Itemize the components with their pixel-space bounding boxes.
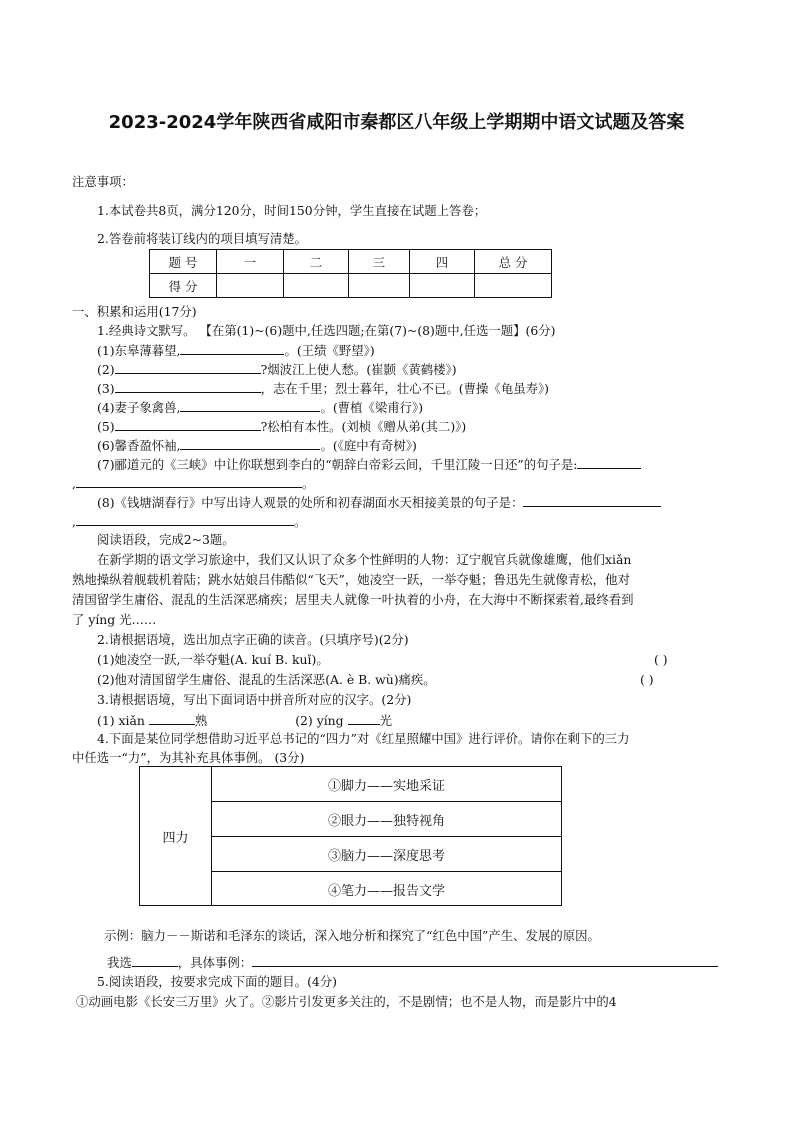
- q1-item-6: [97, 437, 417, 454]
- q3-item-1-suffix: 熟: [194, 713, 208, 728]
- notice-2: 2.答卷前将装订线内的项目填写清楚。: [97, 231, 308, 246]
- q1-text: ?松柏有本性。(刘桢《赠从弟(其二)》): [260, 419, 467, 434]
- answer-paren[interactable]: ( ): [654, 652, 668, 667]
- q1-text: ，志在千里；烈士暮年，壮心不已。(曹操《龟虽寿》): [260, 381, 550, 396]
- answer-blank[interactable]: [76, 513, 294, 526]
- question-5-text: ①动画电影《长安三万里》火了。②影片引发更多关注的，不是剧情；也不是人物，而是影片中的4: [76, 994, 617, 1009]
- passage-line: 清国留学生庸俗、混乱的生活深恶痛疾；居里夫人就像一叶执着的小舟，在大海中不断探索着,最终看到: [72, 592, 634, 607]
- score-input-cell[interactable]: [284, 274, 349, 298]
- answer-blank[interactable]: [180, 437, 320, 450]
- choose-label-2: ，具体事例：: [177, 955, 253, 970]
- q1-item-4: [97, 399, 423, 416]
- answer-blank[interactable]: [577, 456, 641, 469]
- score-cell: 二: [284, 250, 349, 274]
- answer-blank[interactable]: [180, 399, 320, 412]
- q1-text: 。(曹植《梁甫行》): [320, 400, 424, 415]
- choose-label: 我选: [107, 955, 132, 970]
- comma: ,: [72, 514, 76, 529]
- answer-blank[interactable]: [180, 342, 284, 355]
- answer-blank[interactable]: [115, 380, 261, 393]
- q1-item-3: [97, 380, 549, 397]
- score-input-cell[interactable]: [217, 274, 284, 298]
- score-cell: 三: [349, 250, 410, 274]
- choose-line: [107, 954, 718, 971]
- score-cell: 四: [410, 250, 475, 274]
- q3-item-1: (1) xiǎn: [97, 713, 145, 728]
- q1-text: 。(王绩《野望》): [284, 343, 375, 358]
- score-input-cell[interactable]: [410, 274, 475, 298]
- score-cell: 总 分: [475, 250, 552, 274]
- period: 。: [301, 476, 315, 491]
- q1-text: (1)东皋薄暮望,: [97, 343, 181, 358]
- score-cell: 得 分: [150, 274, 217, 298]
- question-2: 2.请根据语境，选出加点字正确的读音。(只填序号)(2分): [97, 632, 409, 647]
- q1-item-7-cont: [72, 475, 314, 492]
- question-4-cont: 中任选一“力”，为其补充具体事例。 (3分): [72, 750, 305, 765]
- passage-line: 熟地操纵着舰载机着陆；跳水姑娘吕伟酷似“飞天”，她凌空一跃，一举夺魁；鲁迅先生就像青松，他对: [72, 572, 630, 587]
- reading-intro: 阅读语段，完成2~3题。: [97, 532, 235, 547]
- answer-blank[interactable]: [348, 712, 380, 725]
- q1-text: (8)《钱塘湖春行》中写出诗人观景的处所和初春湖面水天相接美景的句子是：: [97, 495, 524, 510]
- score-input-cell[interactable]: [475, 274, 552, 298]
- notice-header: 注意事项：: [72, 174, 134, 189]
- comma: ,: [72, 476, 76, 491]
- power-item: ②眼力——独特视角: [212, 802, 561, 837]
- q1-item-5: [97, 418, 466, 435]
- answer-blank[interactable]: [115, 361, 261, 374]
- q1-text: (5): [97, 419, 115, 434]
- score-cell: 题 号: [150, 250, 217, 274]
- q1-text: 。(《庭中有奇树》): [320, 438, 417, 453]
- score-cell: 一: [217, 250, 284, 274]
- question-5: 5.阅读语段，按要求完成下面的题目。(4分): [97, 974, 338, 989]
- score-table-header-row: [150, 250, 552, 274]
- score-table: [149, 249, 552, 298]
- q2-item-2: (2)他对清国留学生庸俗、混乱的生活深恶(A. è B. wù)痛疾。: [97, 672, 436, 687]
- answer-blank[interactable]: [76, 475, 302, 488]
- q1-text: ?烟波江上使人愁。(崔颢《黄鹤楼》): [260, 362, 457, 377]
- q1-text: (6)馨香盈怀袖,: [97, 438, 181, 453]
- q2-item-1: (1)她凌空一跃,一举夺魁(A. kuí B. kuǐ)。: [97, 652, 329, 667]
- q1-item-8: [97, 494, 661, 511]
- power-item: ④笔力——报告文学: [327, 883, 445, 899]
- score-table-score-row: [150, 274, 552, 298]
- question-4: 4.下面是某位同学想借助习近平总书记的“四力”对《红星照耀中国》进行评价。请你在剩下的三力: [97, 731, 630, 746]
- four-powers-table: [139, 766, 562, 906]
- q1-text: (4)妻子象禽兽,: [97, 400, 181, 415]
- period: 。: [293, 514, 307, 529]
- answer-blank[interactable]: [252, 954, 718, 967]
- q1-item-7: [97, 456, 641, 473]
- q1-item-2: [97, 361, 457, 378]
- q3-items: [97, 712, 392, 729]
- answer-blank[interactable]: [523, 494, 661, 507]
- four-powers-label: 四力: [140, 767, 212, 905]
- power-item: ③脑力——深度思考: [212, 837, 561, 872]
- notice-1: 1.本试卷共8页，满分120分，时间150分钟，学生直接在试题上答卷；: [97, 203, 487, 218]
- example-line: 示例：脑力－－斯诺和毛泽东的谈话，深入地分析和探究了“红色中国”产生、发展的原因。: [104, 928, 600, 943]
- question-3: 3.请根据语境，写出下面词语中拼音所对应的汉字。(2分): [97, 692, 412, 707]
- question-1: 1.经典诗文默写。 【在第(1)~(6)题中,任选四题;在第(7)~(8)题中,任选一题】(6分): [97, 323, 556, 338]
- section-1-heading: 一、积累和运用(17分): [72, 304, 197, 319]
- passage-line: 了 yíng 光……: [72, 612, 157, 627]
- q1-text: (3): [97, 381, 115, 396]
- q1-text: (7)郦道元的《三峡》中让你联想到李白的“朝辞白帝彩云间，千里江陵一日还”的句子是:: [97, 457, 578, 472]
- q3-item-2: (2) yíng: [295, 713, 344, 728]
- answer-blank[interactable]: [115, 418, 261, 431]
- answer-paren[interactable]: ( ): [640, 672, 654, 687]
- q1-item-8-cont: [72, 513, 306, 530]
- q3-item-2-suffix: 光: [379, 713, 392, 728]
- answer-blank[interactable]: [132, 954, 178, 967]
- score-input-cell[interactable]: [349, 274, 410, 298]
- page-title: 2023-2024学年陕西省咸阳市秦都区八年级上学期期中语文试题及答案: [108, 112, 685, 133]
- q1-item-1: [97, 342, 375, 359]
- answer-blank[interactable]: [149, 712, 195, 725]
- passage-line: 在新学期的语文学习旅途中，我们又认识了众多个性鲜明的人物：辽宁舰官兵就像雄鹰，他们xiǎn: [97, 552, 632, 567]
- power-item: ①脚力——实地采证: [212, 767, 561, 802]
- q1-text: (2): [97, 362, 115, 377]
